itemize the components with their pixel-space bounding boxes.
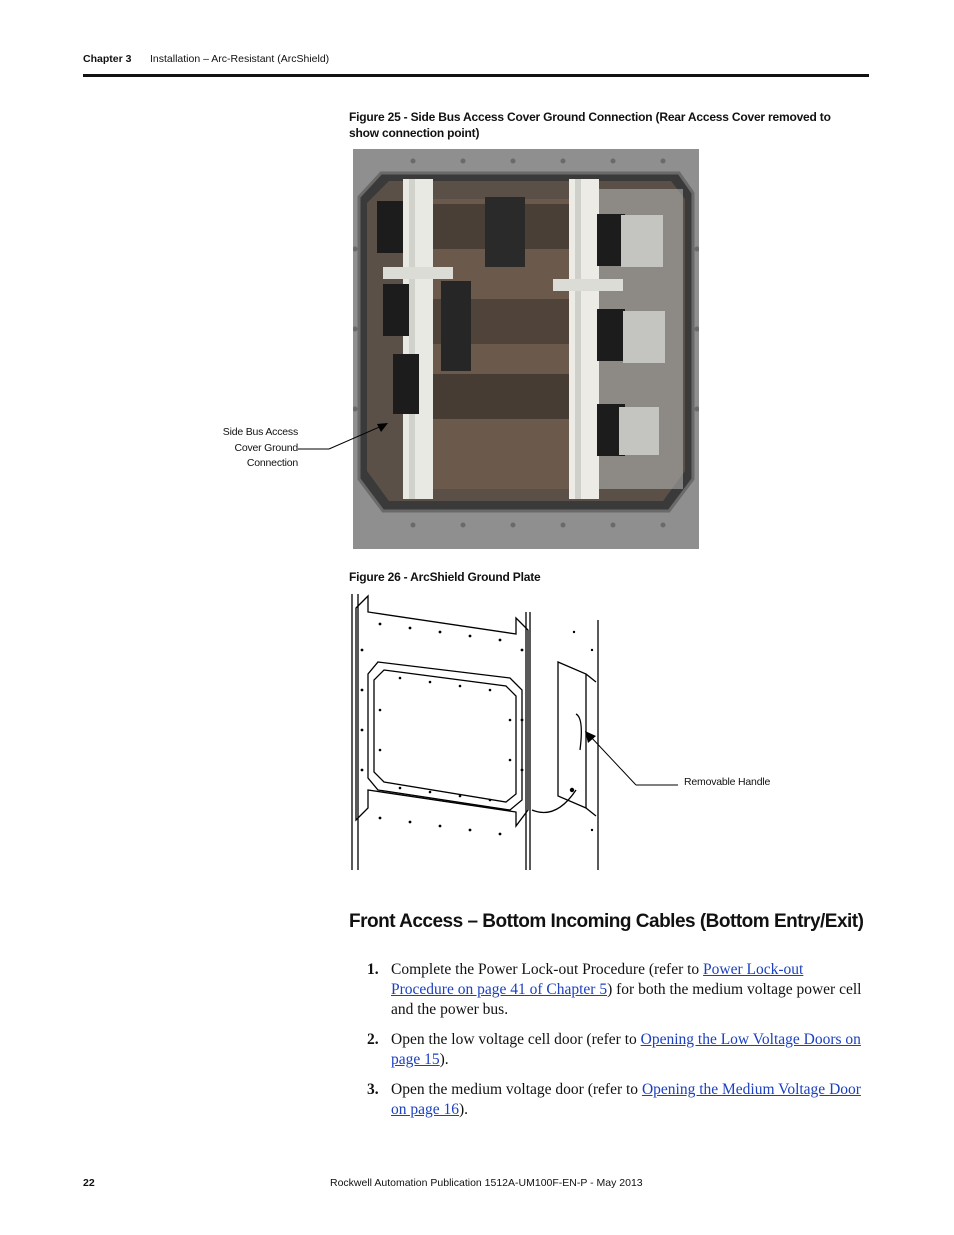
step-number: 1. [367,961,379,978]
page-number: 22 [83,1177,95,1189]
step-text-pre: Open the medium voltage door (refer to [391,1081,642,1098]
section-heading: Front Access – Bottom Incoming Cables (Bottom Entry/Exit) [349,911,864,932]
ground-connection-callout: Side Bus Access Cover Ground Connection [222,426,298,469]
step-text-post: ). [439,1051,449,1068]
figure-26-drawing [340,590,610,880]
step-number: 2. [367,1031,379,1048]
procedure-steps [349,960,869,1130]
header-rule [83,74,869,77]
figure-26-caption: Figure 26 - ArcShield Ground Plate [349,570,541,584]
step-text-post: ) for both the medium voltage power cell and the power bus. [391,981,862,1018]
step-text-pre: Complete the Power Lock-out Procedure (refer to [391,961,704,978]
chapter-title: Installation – Arc-Resistant (ArcShield) [150,53,330,65]
figure-25-caption: Figure 25 - Side Bus Access Cover Ground Connection (Rear Access Cover removed to show connection point) [349,110,831,140]
removable-handle-callout: Removable Handle [684,776,771,788]
step-text-pre: Open the low voltage cell door (refer to [391,1031,641,1048]
step-item [349,1030,869,1070]
publication-info: Rockwell Automation Publication 1512A-UM100F-EN-P - May 2013 [330,1177,643,1189]
lockout-procedure-link[interactable]: Power Lock-out Procedure on page 41 of Chapter 5 [391,961,804,998]
step-text-post: ). [459,1101,469,1118]
step-number: 3. [367,1081,379,1098]
figure-25-photo [353,149,699,549]
chapter-label: Chapter 3 [83,53,132,65]
step-item [349,1080,869,1120]
step-item [349,960,869,1020]
low-voltage-doors-link[interactable]: Opening the Low Voltage Doors on page 15 [391,1031,861,1068]
medium-voltage-door-link[interactable]: Opening the Medium Voltage Door on page 16 [391,1081,861,1118]
